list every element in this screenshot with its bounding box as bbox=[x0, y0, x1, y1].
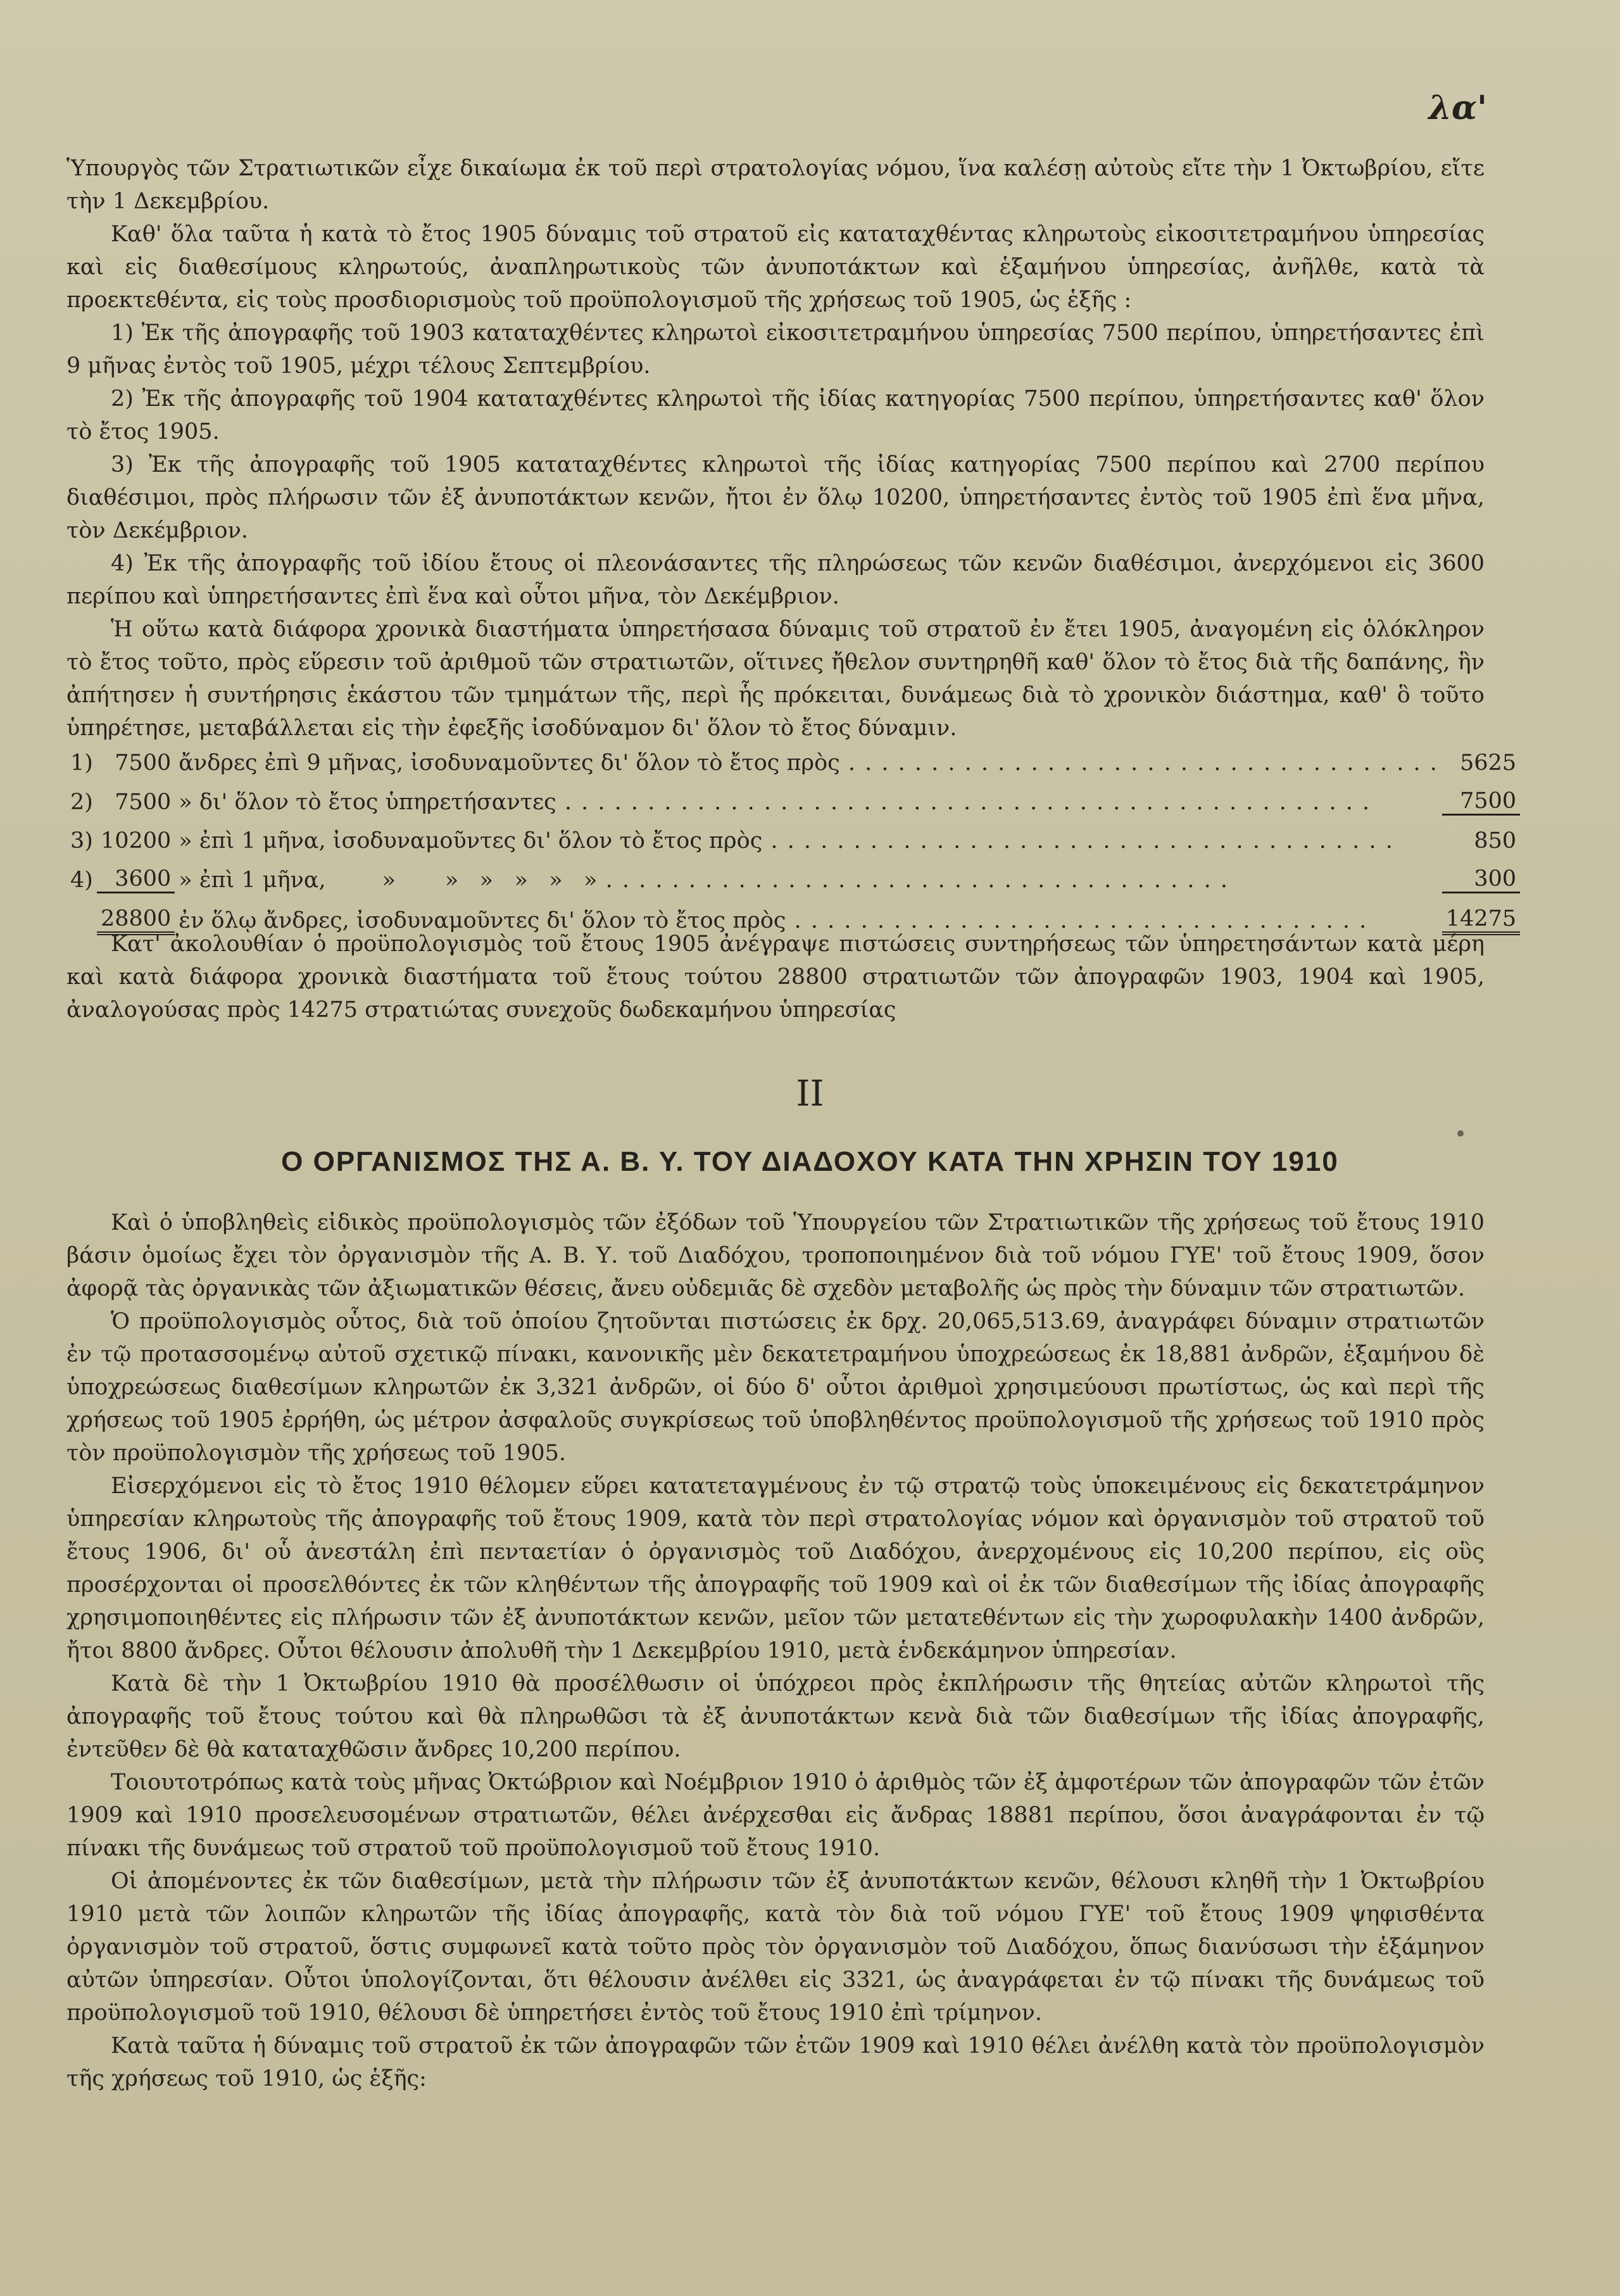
equivalent-value: 5625 bbox=[1460, 750, 1517, 776]
section-1-text bbox=[66, 152, 1485, 745]
total-value: 14275 bbox=[1442, 893, 1520, 934]
paragraph: Οἱ ἀπομένοντες ἐκ τῶν διαθεσίμων, μετὰ τὴν πλήρωσιν τῶν ἐξ ἀνυποτάκτων κενῶν, θέλουσι κληθῆ τὴν 1 Ὀκτωβρίου 1910 μετὰ τῶν λοιπῶν κληρωτῶν τῆς ἰδίας ἀπογραφῆς, κατὰ τὸν διὰ τοῦ νόμου ΓΥΕ' τοῦ ἔτους 1909 ψηφισθέντα ὀργανισμὸν τοῦ στρατοῦ, ὅστις συμφωνεῖ κατὰ τοῦτο πρὸς τὸν ὀργανισμὸν τοῦ Διαδόχου, ὅπως διανύσωσι τὴν ἑξάμηνον αὐτῶν ὑπηρεσίαν. Οὗτοι ὑπολογίζονται, ὅτι θέλουσιν ἀνέλθει εἰς 3321, ὡς ἀναγράφεται ἐν τῷ πίνακι τῆς δυνάμεως τοῦ προϋπολογισμοῦ τοῦ 1910, θέλουσι δὲ ὑπηρετήσει ἐντὸς τοῦ ἔτους 1910 ἐπὶ τρίμηνον. bbox=[66, 1869, 1485, 2026]
table-row: 2) 7500 » δι' ὅλον τὸ ἔτος ὑπηρετήσαντες . . . . . . . . . . . . . . . . . . . . . . . . . . . . . . . . . . . . . . . . . . . . . . . . . 7500 bbox=[66, 776, 1520, 815]
men-count: 7500 bbox=[115, 789, 172, 815]
paragraph: Καθ' ὅλα ταῦτα ἡ κατὰ τὸ ἔτος 1905 δύναμις τοῦ στρατοῦ εἰς καταταχθέντας κληρωτοὺς εἰκοσιτετραμήνου ὑπηρεσίας καὶ εἰς διαθεσίμους κληρωτούς, ἀναπληρωτικοὺς τῶν ἀνυποτάκτων καὶ ἑξαμήνου ὑπηρεσίας, ἀνῆλθε, κατὰ τὰ προεκτεθέντα, εἰς τοὺς προσδιορισμοὺς τοῦ προϋπολογισμοῦ τῆς χρήσεως τοῦ 1905, ὡς ἑξῆς : bbox=[66, 222, 1485, 313]
men-count: 10200 bbox=[100, 828, 172, 854]
table-row: 1) 7500 ἄνδρες ἐπὶ 9 μῆνας, ἰσοδυναμοῦντες δι' ὅλον τὸ ἔτος πρὸς . . . . . . . . . . . . . . . . . . . . . . . . . . . . . . . . . . . . 5625 bbox=[66, 738, 1520, 776]
row-number: 2) bbox=[70, 789, 93, 815]
table-row: 3) 10200 » ἐπὶ 1 μῆνα, ἰσοδυναμοῦντες δι' ὅλον τὸ ἔτος πρὸς . . . . . . . . . . . . . . . . . . . . . . . . . . . . . . . . . . . . . . 850 bbox=[66, 815, 1520, 854]
paragraph: Καὶ ὁ ὑποβληθεὶς εἰδικὸς προϋπολογισμὸς τῶν ἐξόδων τοῦ Ὑπουργείου τῶν Στρατιωτικῶν τῆς χρήσεως τοῦ ἔτους 1910 βάσιν ὁμοίως ἔχει τὸν ὀργανισμὸν τῆς Α. Β. Υ. τοῦ Διαδόχου, τροποποιημένον διὰ τοῦ νόμου ΓΥΕ' τοῦ ἔτους 1909, ὅσον ἀφορᾷ τὰς ὀργανικὰς τῶν ἀξιωματικῶν θέσεις, ἄνευ οὐδεμιᾶς δὲ σχεδὸν μεταβολῆς ὡς πρὸς τὴν δύναμιν τῶν στρατιωτῶν. bbox=[66, 1210, 1485, 1301]
table-row: 4) 3600 » ἐπὶ 1 μῆνα, » » » » » » . . . . . . . . . . . . . . . . . . . . . . . . . . . . . . . . . . . . . . 300 bbox=[66, 854, 1520, 893]
paragraph: Ὁ προϋπολογισμὸς οὗτος, διὰ τοῦ ὁποίου ζητοῦνται πιστώσεις ἐκ δρχ. 20,065,513.69, ἀναγράφει δύναμιν στρατιωτῶν ἐν τῷ προτασσομένῳ αὐτοῦ σχετικῷ πίνακι, κανονικῆς μὲν δεκατετραμήνου ὑποχρεώσεως ἐκ 18,881 ἀνδρῶν, ἑξαμήνου δὲ ὑποχρεώσεως διαθεσίμων κληρωτῶν ἐκ 3,321 ἀνδρῶν, οἱ δύο δ' οὗτοι ἀριθμοὶ χρησιμεύουσι πρωτίστως, ὡς καὶ περὶ τῆς χρήσεως τοῦ 1905 ἐρρήθη, ὡς μέτρον ἀσφαλοῦς συγκρίσεως τοῦ ὑποβληθέντος προϋπολογισμοῦ τῆς χρήσεως τοῦ 1910 πρὸς τὸν προϋπολογισμὸν τῆς χρήσεως τοῦ 1905. bbox=[66, 1309, 1485, 1466]
row-description: » ἐπὶ 1 μῆνα, » » » » » » bbox=[179, 867, 598, 893]
equivalent-value: 7500 bbox=[1460, 788, 1517, 814]
men-count: 3600 bbox=[115, 866, 172, 892]
paragraph: Ὑπουργὸς τῶν Στρατιωτικῶν εἶχε δικαίωμα ἐκ τοῦ περὶ στρατολογίας νόμου, ἵνα καλέσῃ αὐτοὺς εἴτε τὴν 1 Ὀκτωβρίου, εἴτε τὴν 1 Δεκεμβρίου. bbox=[66, 156, 1485, 214]
paragraph: Κατὰ ταῦτα ἡ δύναμις τοῦ στρατοῦ ἐκ τῶν ἀπογραφῶν τῶν ἐτῶν 1909 καὶ 1910 θέλει ἀνέλθη κατὰ τὸν προϋπολογισμὸν τῆς χρήσεως τοῦ 1910, ὡς ἑξῆς: bbox=[66, 2033, 1485, 2091]
row-number: 1) bbox=[70, 750, 93, 776]
row-description: ἄνδρες ἐπὶ 9 μῆνας, ἰσοδυναμοῦντες δι' ὅλον τὸ ἔτος πρὸς bbox=[179, 750, 840, 776]
section-numeral: II bbox=[796, 1073, 824, 1114]
section-title: Ο ΟΡΓΑΝΙΣΜΟΣ ΤΗΣ Α. Β. Υ. ΤΟΥ ΔΙΑΔΟΧΟΥ ΚΑΤΑ ΤΗΝ ΧΡΗΣΙΝ ΤΟΥ 1910 bbox=[281, 1146, 1339, 1177]
paragraph: Ἡ οὕτω κατὰ διάφορα χρονικὰ διαστήματα ὑπηρετήσασα δύναμις τοῦ στρατοῦ ἐν ἔτει 1905, ἀναγομένη εἰς ὁλόκληρον τὸ ἔτος τοῦτο, πρὸς εὕρεσιν τοῦ ἀριθμοῦ τῶν στρατιωτῶν, οἵτινες ἤθελον συντηρηθῆ καθ' ὅλον τὸ ἔτος διὰ τῆς δαπάνης, ἣν ἀπήτησεν ἡ συντήρησις ἑκάστου τῶν τμημάτων τῆς, περὶ ἧς πρόκειται, δυνάμεως διὰ τὸ χρονικὸν διάστημα, καθ' ὃ τοῦτο ὑπηρέτησε, μεταβάλλεται εἰς τὴν ἐφεξῆς ἰσοδύναμον δι' ὅλον τὸ ἔτος δύναμιν. bbox=[66, 617, 1485, 741]
page-number: λα' bbox=[1428, 89, 1487, 127]
paragraph: Κατ' ἀκολουθίαν ὁ προϋπολογισμὸς τοῦ ἔτους 1905 ἀνέγραψε πιστώσεις συντηρήσεως τῶν ὑπηρετησάντων κατὰ μέρη καὶ κατὰ διάφορα χρονικὰ διαστήματα τοῦ ἔτους τούτου 28800 στρατιωτῶν τῶν ἀπογραφῶν 1903, 1904 καὶ 1905, ἀναλογούσας πρὸς 14275 στρατιώτας συνεχοῦς δωδεκαμήνου ὑπηρεσίας bbox=[66, 931, 1485, 1023]
section-2-text bbox=[66, 1206, 1485, 2095]
equivalent-value: 850 bbox=[1442, 815, 1520, 854]
row-description: » δι' ὅλον τὸ ἔτος ὑπηρετήσαντες bbox=[179, 789, 556, 815]
list-item: 2) Ἐκ τῆς ἀπογραφῆς τοῦ 1904 καταταχθέντες κληρωτοὶ τῆς ἰδίας κατηγορίας 7500 περίπου, ὑπηρετήσαντες καθ' ὅλον τὸ ἔτος 1905. bbox=[66, 386, 1485, 445]
paragraph: Κατὰ δὲ τὴν 1 Ὀκτωβρίου 1910 θὰ προσέλθωσιν οἱ ὑπόχρεοι πρὸς ἐκπλήρωσιν τῆς θητείας αὐτῶν κληρωτοὶ τῆς ἀπογραφῆς τοῦ ἔτους τούτου καὶ θὰ πληρωθῶσι τὰ ἐξ ἀνυποτάκτων κενὰ διὰ τῶν διαθεσίμων τῆς ἰδίας ἀπογραφῆς, ἐντεῦθεν δὲ θὰ καταταχθῶσιν ἄνδρες 10,200 περίπου. bbox=[66, 1671, 1485, 1762]
list-item: 3) Ἐκ τῆς ἀπογραφῆς τοῦ 1905 καταταχθέντες κληρωτοὶ τῆς ἰδίας κατηγορίας 7500 περίπου καὶ 2700 περίπου διαθέσιμοι, πρὸς πλήρωσιν τῶν ἐξ ἀνυποτάκτων κενῶν, ἤτοι ἐν ὅλῳ 10200, ὑπηρετήσαντες ἐντὸς τοῦ 1905 ἐπὶ ἕνα μῆνα, τὸν Δεκέμβριον. bbox=[66, 452, 1485, 543]
list-item: 4) Ἐκ τῆς ἀπογραφῆς τοῦ ἰδίου ἔτους οἱ πλεονάσαντες τῆς πληρώσεως τῶν κενῶν διαθέσιμοι, ἀνερχόμενοι εἰς 3600 περίπου καὶ ὑπηρετήσαντες ἐπὶ ἕνα καὶ οὗτοι μῆνα, τὸν Δεκέμβριον. bbox=[66, 551, 1485, 609]
row-description: » ἐπὶ 1 μῆνα, ἰσοδυναμοῦντες δι' ὅλον τὸ ἔτος πρὸς bbox=[179, 828, 763, 854]
total-men: 28800 bbox=[97, 893, 175, 934]
row-number: 3) bbox=[70, 828, 93, 854]
list-item: 1) Ἐκ τῆς ἀπογραφῆς τοῦ 1903 καταταχθέντες κληρωτοὶ εἰκοσιτετραμήνου ὑπηρεσίας 7500 περίπου, ὑπηρετήσαντες ἐπὶ 9 μῆνας ἐντὸς τοῦ 1905, μέχρι τέλους Σεπτεμβρίου. bbox=[66, 320, 1485, 379]
paragraph: Τοιουτοτρόπως κατὰ τοὺς μῆνας Ὀκτώβριον καὶ Νοέμβριον 1910 ὁ ἀριθμὸς τῶν ἐξ ἀμφοτέρων τῶν ἀπογραφῶν τῶν ἐτῶν 1909 καὶ 1910 προσελευσομένων στρατιωτῶν, θέλει ἀνέρχεσθαι εἰς ἄνδρας 18881 περίπου, ὅσοι ἀναγράφονται ἐν τῷ πίνακι τῆς δυνάμεως τοῦ στρατοῦ τοῦ προϋπολογισμοῦ τοῦ ἔτους 1910. bbox=[66, 1770, 1485, 1861]
total-description: ἐν ὅλῳ ἄνδρες, ἰσοδυναμοῦντες δι' ὅλον τὸ ἔτος πρὸς bbox=[179, 908, 786, 933]
paper-speck bbox=[1457, 1130, 1464, 1137]
equivalent-value: 300 bbox=[1474, 866, 1517, 892]
row-number: 4) bbox=[70, 867, 93, 893]
table-total-row: 28800 ἐν ὅλῳ ἄνδρες, ἰσοδυναμοῦντες δι' ὅλον τὸ ἔτος πρὸς . . . . . . . . . . . . . . . . . . . . . . . . . . . . . . . . . . . 14275 bbox=[66, 893, 1520, 934]
section-1-closing bbox=[66, 928, 1485, 1026]
men-count: 7500 bbox=[115, 750, 172, 776]
paragraph: Εἰσερχόμενοι εἰς τὸ ἔτος 1910 θέλομεν εὕρει κατατεταγμένους ἐν τῷ στρατῷ τοὺς ὑποκειμένους εἰς δεκατετράμηνον ὑπηρεσίαν κληρωτοὺς τῆς ἀπογραφῆς τοῦ ἔτους 1909, κατὰ τὸν περὶ στρατολογίας νόμον καὶ ὀργανισμὸν τοῦ στρατοῦ τοῦ ἔτους 1906, δι' οὗ ἀνεστάλη ἐπὶ πενταετίαν ὁ ὀργανισμὸς τοῦ Διαδόχου, ἀνερχομένους εἰς 10,200 περίπου, εἰς οὓς προσέρχονται οἱ προσελθόντες ἐκ τῶν κληθέντων τῆς ἀπογραφῆς τοῦ 1909 καὶ οἱ ἐκ τῶν διαθεσίμων τῆς ἰδίας ἀπογραφῆς χρησιμοποιηθέντες εἰς πλήρωσιν τῶν ἐξ ἀνυποτάκτων κενῶν, μεῖον τῶν μετατεθέντων εἰς τὴν χωροφυλακὴν 1400 ἀνδρῶν, ἤτοι 8800 ἄνδρες. Οὗτοι θέλουσιν ἀπολυθῆ τὴν 1 Δεκεμβρίου 1910, μετὰ ἑνδεκάμηνον ὑπηρεσίαν. bbox=[66, 1473, 1485, 1663]
